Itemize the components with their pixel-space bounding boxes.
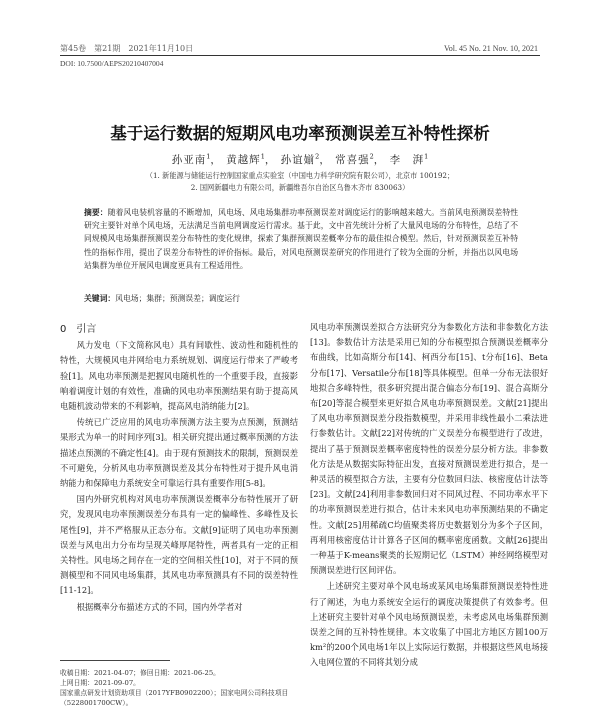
paragraph: 风力发电（下文简称风电）具有间歇性、波动性和随机性的特性，大规模风电并网给电力系统规划、调度运行带来了严峻考验[1]。风电功率预测是把握风电随机性的一个重要手段，直接影响着调度计划的有效性，准确的风电功率预测结果有助于提高风电随机波动带来的不利影响，提高风电消纳能力[2]。	[60, 340, 298, 412]
doi: DOI: 10.7500/AEPS20210407004	[60, 59, 164, 68]
journal-issue-header: 第45卷 第21期 2021年11月10日	[60, 44, 194, 53]
author: 李 湃	[389, 154, 425, 166]
keywords-label: 关键词：	[84, 294, 116, 303]
author-list: 孙亚南$^1$， 黄越辉$^1$， 孙谊媊$^2$， 常喜强$^2$， 李 湃$^1$	[171, 152, 429, 166]
affiliation-1: （1. 新能源与储能运行控制国家重点实验室（中国电力科学研究院有限公司），北京市 100192；	[145, 171, 455, 180]
abstract-label: 摘要：	[84, 208, 108, 217]
footnote: 上网日期：2021-09-07。	[60, 679, 140, 687]
left-column	[60, 322, 298, 616]
footnote-rule	[60, 660, 170, 661]
affiliation-2: 2. 国网新疆电力有限公司，新疆维吾尔自治区乌鲁木齐市 830063）	[190, 183, 410, 192]
author: 常喜强	[335, 154, 370, 166]
abstract-text: 随着风电装机容量的不断增加，风电场、风电场集群功率预测误差对调度运行的影响越来越大。当前风电预测误差特性研究主要针对单个风电场，无法满足当前电网调度运行需求。基于此，文中首先统计分析了大量风电场的分布特性，总结了不同规模风电场集群预测误差分布特性的变化规律，探索了集群预测误差概率分布的最佳拟合模型。然后，针对预测误差互补特性的指标作用，提出了误差分布特性的评价指标。最后，对风电预测误差研究的作用进行了较为全面的分析，并指出以风电场站集群为单位开展风电调度更具有工程适用性。	[84, 208, 519, 270]
keywords	[84, 293, 518, 304]
paragraph: 风电功率预测误差拟合方法研究分为参数化方法和非参数化方法[13]。参数估计方法是采用已知的分布模型拟合预测误差概率分布曲线，比如高斯分布[14]、柯西分布[15]、t分布[16]、Beta分布[17]、Versatile分布[18]等具体模型。但单一分布无法很好地拟合多峰特性，很多研究提出混合偏态分布[19]、混合高斯分布[20]等混合模型来更好拟合风电功率预测误差。文献[21]提出了风电功率预测误差分段指数模型，并采用非线性最小二乘法进行参数估计。文献[22]对传统的广义误差分布模型进行了改进，提出了基于预测误差概率密度特性的误差分层分析方法。非参数化方法是从数据实际特征出发，直接对预测误差进行拟合，是一种灵活的模型拟合方法，主要有分位数回归法、核密度估计法等[23]。文献[24]利用非参数回归对不同风过程、不同功率水平下的功率预测误差进行拟合，估计未来风电功率预测结果的不确定性。文献[25]用稀疏C均值聚类将历史数据划分为多个子区间，再利用核密度估计计算各子区间的概率密度函数。文献[26]提出一种基于K-means聚类的长短期记忆（LSTM）神经网络模型对预测误差进行区间评估。	[310, 322, 548, 576]
paragraph: 根据概率分布描述方式的不同，国内外学者对	[76, 601, 243, 612]
footnote: 收稿日期：2021-04-07；修回日期：2021-06-25。	[60, 669, 220, 677]
author: 黄越辉	[226, 154, 261, 166]
header-rule	[60, 55, 540, 56]
section-heading: 0 引言	[60, 324, 97, 335]
keywords-text: 风电场；集群；预测误差；调度运行	[115, 294, 240, 303]
paragraph: 传统已广泛应用的风电功率预测方法主要为点预测，预测结果形式为单一的时间序列[3]。相关研究提出通过概率预测的方法描述点预测的不确定性[4]。由于现有预测技术的限制，预测误差不可避免，分析风电功率预测误差及其分布特性对于提升风电消纳能力和保障电力系统安全可靠运行具有重要作用[5-8]。	[60, 417, 298, 489]
journal-issue-header-en: Vol. 45 No. 21 Nov. 10, 2021	[443, 44, 538, 53]
abstract	[84, 206, 518, 272]
paper-title: 基于运行数据的短期风电功率预测误差互补特性探析	[110, 124, 490, 143]
author: 孙谊媊	[280, 154, 316, 166]
paragraph: 国内外研究机构对风电功率预测误差概率分布特性展开了研究，发现风电功率预测误差分布具有一定的偏峰性、多峰性及长尾性[9]，并不严格服从正态分布。文献[9]证明了风电功率预测误差与风电出力分布均呈现关峰厚尾特性，两者具有一定的正相关特性。风电场之间存在一定的空间相关性[10]，对于不同的预测模型和不同风电场集群，其风电功率预测具有不同的误差特性[11-12]。	[60, 494, 298, 596]
footnote: 国家重点研发计划资助项目（2017YFB0902200）；国家电网公司科技项目（5228001700CW）。	[60, 689, 289, 707]
author: 孙亚南	[171, 154, 207, 166]
right-column	[310, 320, 548, 672]
footnotes	[60, 668, 300, 708]
paragraph: 上述研究主要对单个风电场或某风电场集群预测误差特性进行了阐述，为电力系统安全运行的调度决策提供了有效参考。但上述研究主要针对单个风电场预测误差，未考虑风电场集群预测误差之间的互补特性规律。本文收集了中国北方地区方圆100万km²的200个风电场1年以上实际运行数据，并根据这些风电场接入电网位置的不同将其划分成	[310, 581, 548, 668]
